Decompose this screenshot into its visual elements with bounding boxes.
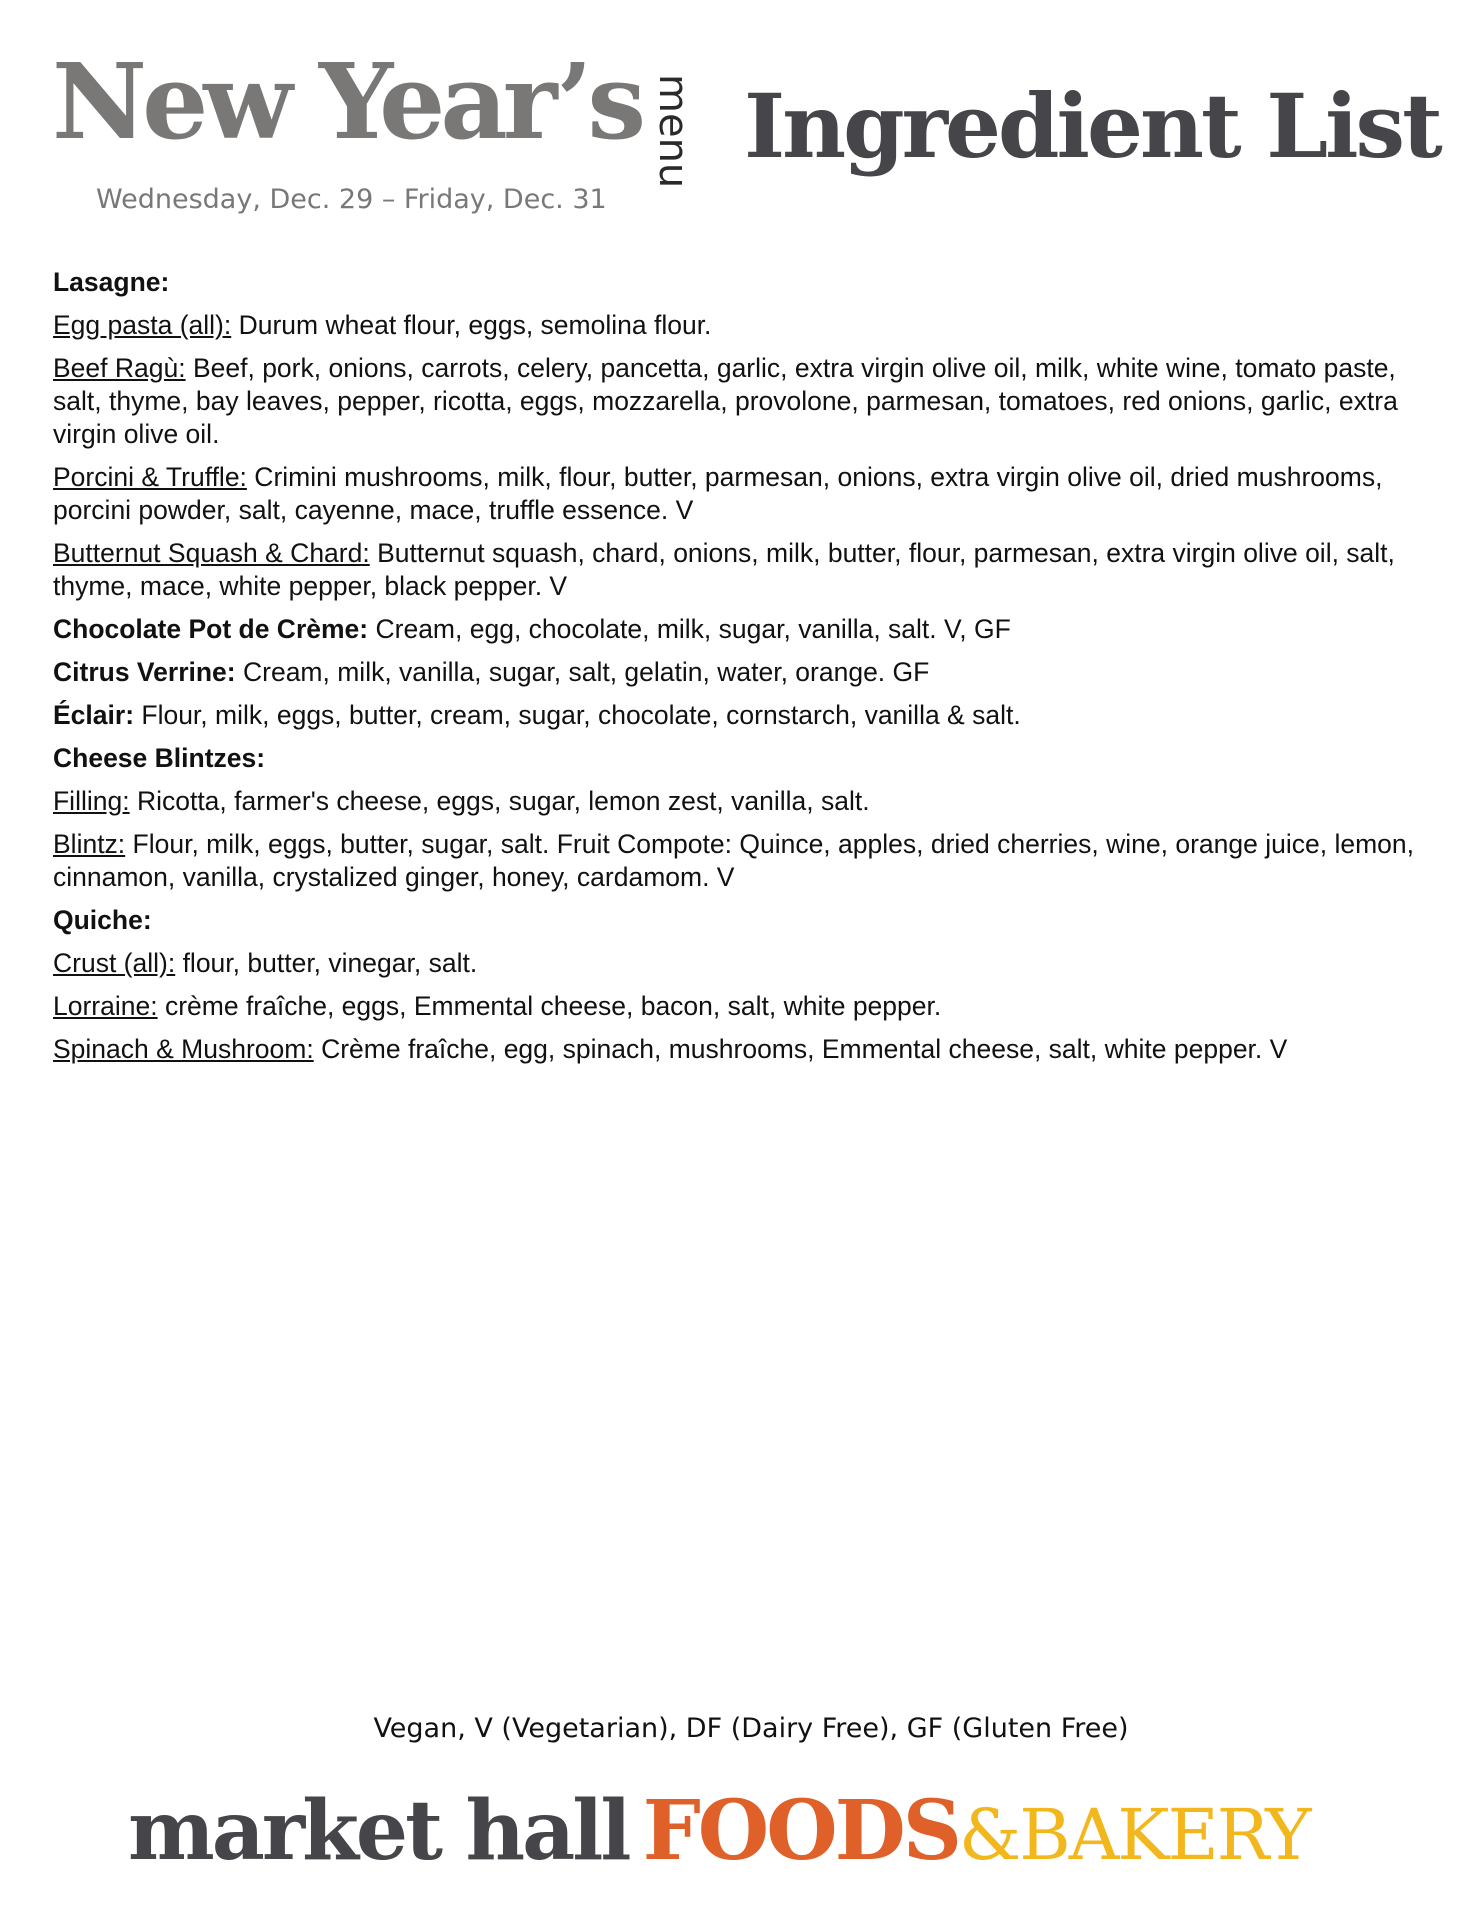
- logo-bakery: &BAKERY: [958, 1794, 1310, 1876]
- item-title: Quiche:: [53, 905, 152, 935]
- ingredient-entry: [53, 1033, 1448, 1066]
- dietary-legend: Vegan, V (Vegetarian), DF (Dairy Free), GF (Gluten Free): [373, 1713, 1129, 1744]
- item-label: Spinach & Mushroom:: [53, 1034, 314, 1064]
- item-title: Cheese Blintzes:: [53, 743, 266, 773]
- item-title: Éclair:: [53, 700, 135, 730]
- item-label: Butternut Squash & Chard:: [53, 538, 370, 568]
- ingredient-list: [53, 266, 1448, 1076]
- item-title: Chocolate Pot de Crème:: [53, 614, 369, 644]
- logo-market-hall: market hall: [128, 1783, 629, 1879]
- ingredient-text: Beef, pork, onions, carrots, celery, pancetta, garlic, extra virgin olive oil, milk, white wine, tomato paste, salt, thyme, bay leaves, pepper, ricotta, eggs, mozzarella, provolone, parmesan, tomatoes, red onions, garlic, extra virgin olive oil.: [53, 353, 1398, 449]
- section-heading: [53, 266, 1448, 299]
- market-hall-logo: [128, 1783, 1310, 1879]
- menu-label: menu: [650, 74, 696, 189]
- ingredient-entry: [53, 656, 1448, 689]
- item-label: Porcini & Truffle:: [53, 462, 247, 492]
- ingredient-text: flour, butter, vinegar, salt.: [175, 948, 478, 978]
- ingredient-entry: [53, 309, 1448, 342]
- logo-foods: FOODS: [642, 1783, 959, 1879]
- ingredient-entry: [53, 352, 1448, 451]
- ingredient-text: Flour, milk, eggs, butter, cream, sugar, chocolate, cornstarch, vanilla & salt.: [134, 700, 1021, 730]
- ingredient-text: crème fraîche, eggs, Emmental cheese, bacon, salt, white pepper.: [157, 991, 942, 1021]
- ingredient-entry: [53, 785, 1448, 818]
- item-label: Filling:: [53, 786, 130, 816]
- ingredient-entry: [53, 699, 1448, 732]
- ingredient-text: Butternut squash, chard, onions, milk, butter, flour, parmesan, extra virgin olive oil, salt, thyme, mace, white pepper, black pepper. V: [53, 538, 1395, 601]
- menu-title: New Year’s: [52, 40, 642, 163]
- ingredient-entry: [53, 537, 1448, 603]
- ingredient-text: Cream, egg, chocolate, milk, sugar, vanilla, salt. V, GF: [368, 614, 1011, 644]
- item-label: Beef Ragù:: [53, 353, 186, 383]
- ingredient-text: Flour, milk, eggs, butter, sugar, salt. Fruit Compote: Quince, apples, dried cherries, wine, orange juice, lemon, cinnamon, vanilla, crystalized ginger, honey, cardamom. V: [53, 829, 1414, 892]
- header: [0, 0, 1484, 240]
- item-label: Crust (all):: [53, 948, 176, 978]
- ingredient-entry: [53, 990, 1448, 1023]
- ingredient-text: Cream, milk, vanilla, sugar, salt, gelatin, water, orange. GF: [235, 657, 930, 687]
- section-heading: [53, 742, 1448, 775]
- section-heading: [53, 904, 1448, 937]
- ingredient-text: Ricotta, farmer's cheese, eggs, sugar, lemon zest, vanilla, salt.: [129, 786, 870, 816]
- menu-dates: Wednesday, Dec. 29 – Friday, Dec. 31: [96, 184, 607, 215]
- ingredient-list-title: Ingredient List: [744, 74, 1440, 178]
- ingredient-text: Crème fraîche, egg, spinach, mushrooms, Emmental cheese, salt, white pepper. V: [313, 1034, 1288, 1064]
- ingredient-entry: [53, 613, 1448, 646]
- item-title: Citrus Verrine:: [53, 657, 236, 687]
- item-label: Egg pasta (all):: [53, 310, 232, 340]
- ingredient-entry: [53, 828, 1448, 894]
- item-title: Lasagne:: [53, 267, 170, 297]
- item-label: Lorraine:: [53, 991, 158, 1021]
- ingredient-text: Durum wheat flour, eggs, semolina flour.: [231, 310, 712, 340]
- ingredient-entry: [53, 947, 1448, 980]
- ingredient-entry: [53, 461, 1448, 527]
- item-label: Blintz:: [53, 829, 126, 859]
- ingredient-text: Crimini mushrooms, milk, flour, butter, parmesan, onions, extra virgin olive oil, dried mushrooms, porcini powder, salt, cayenne, mace, truffle essence. V: [53, 462, 1383, 525]
